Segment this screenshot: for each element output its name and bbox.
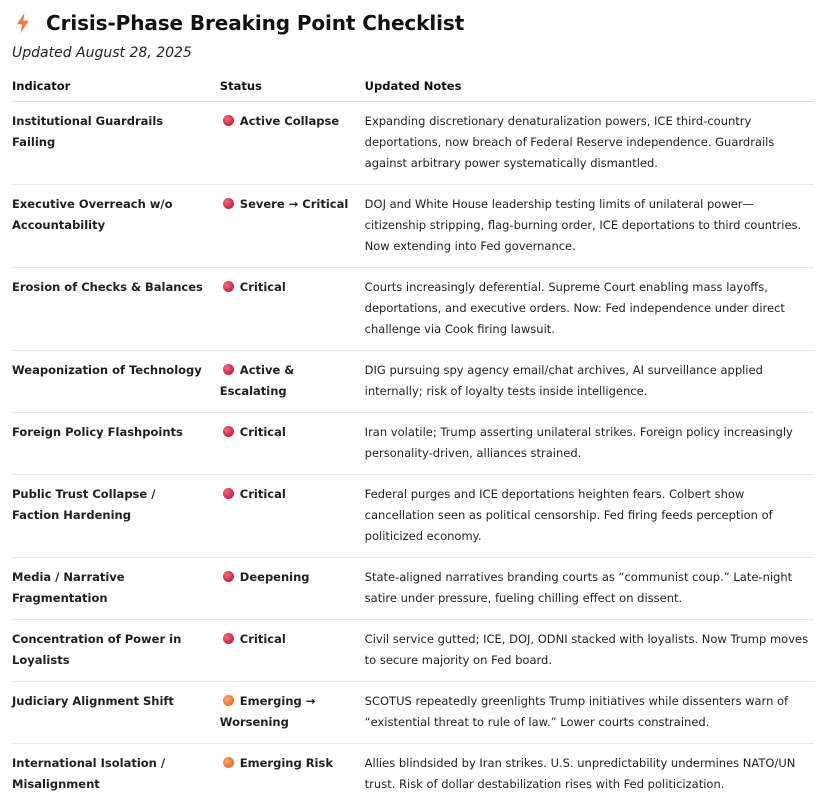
status-dot-icon xyxy=(223,281,234,292)
notes-cell: DIG pursuing spy agency email/chat archives, AI surveillance applied internally; risk of loyalty tests inside intelligence. xyxy=(365,351,814,413)
column-header-status: Status xyxy=(220,73,365,102)
table-row xyxy=(12,558,814,620)
status-cell xyxy=(220,185,365,268)
column-header-notes: Updated Notes xyxy=(365,73,814,102)
status-dot-icon xyxy=(223,115,234,126)
status-label: Emerging → Worsening xyxy=(220,694,316,729)
status-cell xyxy=(220,413,365,475)
table-row xyxy=(12,620,814,682)
table-row xyxy=(12,413,814,475)
status-dot-icon xyxy=(223,426,234,437)
notes-cell: Courts increasingly deferential. Supreme Court enabling mass layoffs, deportations, and executive orders. Now: Fed independence under direct challenge via Cook firing lawsuit. xyxy=(365,268,814,351)
status-dot-icon xyxy=(223,757,234,768)
table-row xyxy=(12,268,814,351)
header-row xyxy=(12,73,814,102)
table-body xyxy=(12,102,814,805)
table-row xyxy=(12,744,814,805)
status-dot-icon xyxy=(223,571,234,582)
notes-cell: Iran volatile; Trump asserting unilateral strikes. Foreign policy increasingly personality-driven, alliances strained. xyxy=(365,413,814,475)
indicator-cell: International Isolation / Misalignment xyxy=(12,744,220,805)
indicator-cell: Executive Overreach w/o Accountability xyxy=(12,185,220,268)
status-cell xyxy=(220,744,365,805)
status-label: Active Collapse xyxy=(240,114,339,128)
status-cell xyxy=(220,682,365,744)
table-header xyxy=(12,73,814,102)
table-row xyxy=(12,185,814,268)
status-dot-icon xyxy=(223,198,234,209)
page-title: Crisis-Phase Breaking Point Checklist xyxy=(46,11,464,35)
checklist-table xyxy=(12,73,814,805)
column-header-indicator: Indicator xyxy=(12,73,220,102)
table-row xyxy=(12,351,814,413)
indicator-cell: Public Trust Collapse / Faction Hardening xyxy=(12,475,220,558)
status-cell xyxy=(220,268,365,351)
notes-cell: Expanding discretionary denaturalization powers, ICE third-country deportations, now breach of Federal Reserve independence. Guardrails against arbitrary power systematically dismantled. xyxy=(365,102,814,185)
status-label: Active & Escalating xyxy=(220,363,295,398)
notes-cell: SCOTUS repeatedly greenlights Trump initiatives while dissenters warn of “existential threat to rule of law.” Lower courts constrained. xyxy=(365,682,814,744)
status-cell xyxy=(220,351,365,413)
notes-cell: DOJ and White House leadership testing limits of unilateral power—citizenship stripping, flag-burning order, ICE deportations to third countries. Now extending into Fed governance. xyxy=(365,185,814,268)
title-row xyxy=(14,8,464,38)
indicator-cell: Institutional Guardrails Failing xyxy=(12,102,220,185)
status-dot-icon xyxy=(223,364,234,375)
indicator-cell: Erosion of Checks & Balances xyxy=(12,268,220,351)
status-label: Severe → Critical xyxy=(240,197,349,211)
status-label: Emerging Risk xyxy=(240,756,333,770)
notes-cell: Federal purges and ICE deportations heighten fears. Colbert show cancellation seen as political censorship. Fed firing feeds perception of politicized economy. xyxy=(365,475,814,558)
status-label: Deepening xyxy=(240,570,310,584)
page-subtitle: Updated August 28, 2025 xyxy=(12,45,192,61)
status-cell xyxy=(220,475,365,558)
lightning-bolt-icon xyxy=(14,12,32,34)
status-label: Critical xyxy=(240,487,286,501)
status-dot-icon xyxy=(223,695,234,706)
indicator-cell: Foreign Policy Flashpoints xyxy=(12,413,220,475)
table-row xyxy=(12,102,814,185)
status-cell xyxy=(220,102,365,185)
indicator-cell: Weaponization of Technology xyxy=(12,351,220,413)
status-dot-icon xyxy=(223,488,234,499)
status-label: Critical xyxy=(240,425,286,439)
status-label: Critical xyxy=(240,280,286,294)
notes-cell: Civil service gutted; ICE, DOJ, ODNI stacked with loyalists. Now Trump moves to secure majority on Fed board. xyxy=(365,620,814,682)
indicator-cell: Judiciary Alignment Shift xyxy=(12,682,220,744)
table-row xyxy=(12,475,814,558)
status-cell xyxy=(220,620,365,682)
status-cell xyxy=(220,558,365,620)
notes-cell: Allies blindsided by Iran strikes. U.S. unpredictability undermines NATO/UN trust. Risk of dollar destabilization rises with Fed politicization. xyxy=(365,744,814,805)
status-dot-icon xyxy=(223,633,234,644)
status-label: Critical xyxy=(240,632,286,646)
indicator-cell: Concentration of Power in Loyalists xyxy=(12,620,220,682)
indicator-cell: Media / Narrative Fragmentation xyxy=(12,558,220,620)
notes-cell: State-aligned narratives branding courts as “communist coup.” Late-night satire under pressure, fueling chilling effect on dissent. xyxy=(365,558,814,620)
table-row xyxy=(12,682,814,744)
